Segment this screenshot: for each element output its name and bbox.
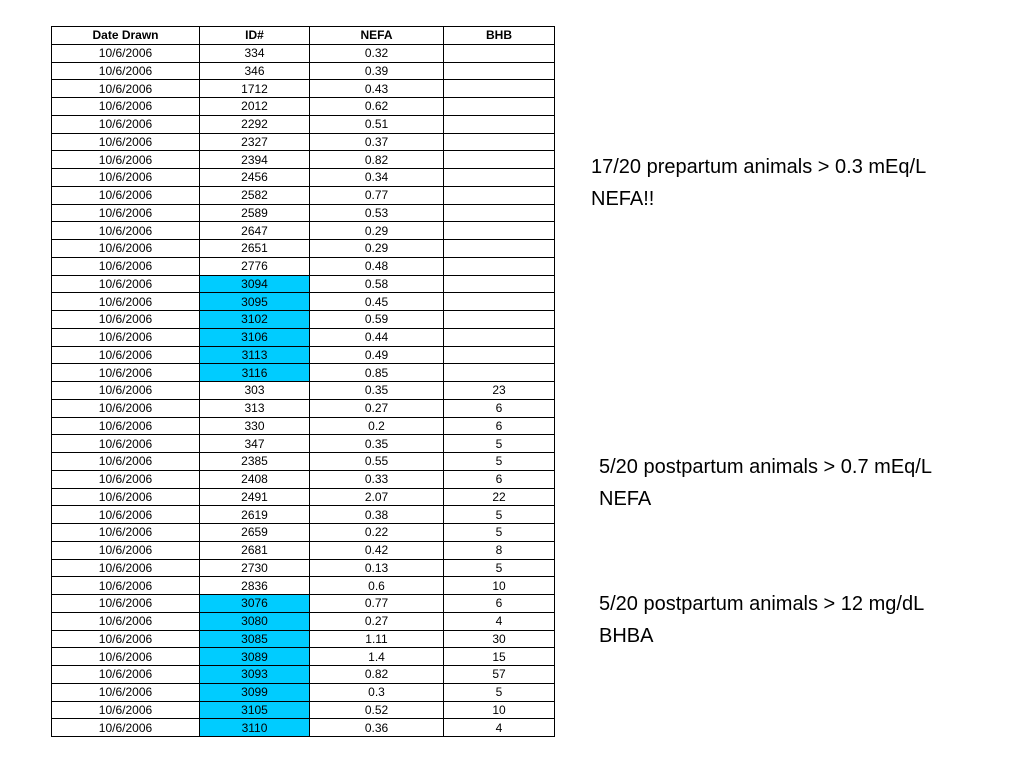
- cell-id: 2408: [200, 470, 310, 488]
- table-row: [52, 666, 555, 684]
- cell-id: 2327: [200, 133, 310, 151]
- table-row: [52, 275, 555, 293]
- cell-id: 3099: [200, 683, 310, 701]
- cell-bhb: 6: [444, 417, 555, 435]
- cell-nefa: 0.36: [310, 719, 444, 737]
- cell-id: 2681: [200, 541, 310, 559]
- cell-bhb: 23: [444, 382, 555, 400]
- table-row: [52, 453, 555, 471]
- cell-bhb: 5: [444, 453, 555, 471]
- table-row: [52, 417, 555, 435]
- cell-id: 2012: [200, 98, 310, 116]
- table-row: [52, 346, 555, 364]
- table-row: [52, 204, 555, 222]
- cell-nefa: 0.38: [310, 506, 444, 524]
- cell-nefa: 0.53: [310, 204, 444, 222]
- cell-id: 3105: [200, 701, 310, 719]
- cell-nefa: 0.22: [310, 524, 444, 542]
- cell-bhb: [444, 169, 555, 187]
- cell-id: 303: [200, 382, 310, 400]
- table-row: [52, 44, 555, 62]
- cell-id: 2394: [200, 151, 310, 169]
- cell-date: 10/6/2006: [52, 470, 200, 488]
- cell-date: 10/6/2006: [52, 541, 200, 559]
- table-row: [52, 630, 555, 648]
- cell-id: 2647: [200, 222, 310, 240]
- cell-id: 3076: [200, 595, 310, 613]
- cell-id: 2292: [200, 115, 310, 133]
- cell-date: 10/6/2006: [52, 240, 200, 258]
- cell-date: 10/6/2006: [52, 435, 200, 453]
- cell-nefa: 0.62: [310, 98, 444, 116]
- cell-nefa: 0.3: [310, 683, 444, 701]
- table-row: [52, 364, 555, 382]
- cell-bhb: 6: [444, 470, 555, 488]
- cell-id: 3093: [200, 666, 310, 684]
- cell-nefa: 0.77: [310, 595, 444, 613]
- cell-date: 10/6/2006: [52, 133, 200, 151]
- cell-nefa: 0.29: [310, 240, 444, 258]
- cell-id: 347: [200, 435, 310, 453]
- cell-bhb: 5: [444, 559, 555, 577]
- cell-date: 10/6/2006: [52, 151, 200, 169]
- cell-nefa: 0.6: [310, 577, 444, 595]
- cell-date: 10/6/2006: [52, 506, 200, 524]
- cell-date: 10/6/2006: [52, 293, 200, 311]
- cell-id: 2589: [200, 204, 310, 222]
- cell-bhb: [444, 115, 555, 133]
- cell-date: 10/6/2006: [52, 98, 200, 116]
- cell-id: 2385: [200, 453, 310, 471]
- cell-nefa: 0.82: [310, 151, 444, 169]
- cell-date: 10/6/2006: [52, 683, 200, 701]
- cell-date: 10/6/2006: [52, 346, 200, 364]
- table-row: [52, 506, 555, 524]
- cell-date: 10/6/2006: [52, 44, 200, 62]
- cell-nefa: 0.35: [310, 382, 444, 400]
- cell-date: 10/6/2006: [52, 559, 200, 577]
- cell-nefa: 0.32: [310, 44, 444, 62]
- table-row: [52, 577, 555, 595]
- cell-date: 10/6/2006: [52, 524, 200, 542]
- cell-id: 1712: [200, 80, 310, 98]
- cell-nefa: 0.42: [310, 541, 444, 559]
- cell-nefa: 0.33: [310, 470, 444, 488]
- cell-bhb: 6: [444, 595, 555, 613]
- table-row: [52, 169, 555, 187]
- cell-nefa: 0.58: [310, 275, 444, 293]
- cell-nefa: 0.44: [310, 328, 444, 346]
- cell-date: 10/6/2006: [52, 275, 200, 293]
- table-row: [52, 541, 555, 559]
- cell-date: 10/6/2006: [52, 115, 200, 133]
- table-row: [52, 328, 555, 346]
- cell-bhb: [444, 311, 555, 329]
- cell-bhb: 5: [444, 435, 555, 453]
- cell-date: 10/6/2006: [52, 488, 200, 506]
- cell-nefa: 0.39: [310, 62, 444, 80]
- cell-id: 3116: [200, 364, 310, 382]
- cell-bhb: 10: [444, 701, 555, 719]
- cell-date: 10/6/2006: [52, 612, 200, 630]
- cell-date: 10/6/2006: [52, 577, 200, 595]
- table-row: [52, 98, 555, 116]
- header-nefa: NEFA: [310, 27, 444, 45]
- cell-bhb: [444, 240, 555, 258]
- table-row: [52, 648, 555, 666]
- cell-nefa: 0.27: [310, 612, 444, 630]
- table-row: [52, 293, 555, 311]
- cell-nefa: 0.37: [310, 133, 444, 151]
- header-bhb: BHB: [444, 27, 555, 45]
- cell-nefa: 0.52: [310, 701, 444, 719]
- cell-id: 313: [200, 399, 310, 417]
- cell-date: 10/6/2006: [52, 666, 200, 684]
- cell-bhb: 4: [444, 719, 555, 737]
- table-row: [52, 311, 555, 329]
- cell-bhb: 6: [444, 399, 555, 417]
- cell-bhb: [444, 62, 555, 80]
- table-row: [52, 559, 555, 577]
- cell-date: 10/6/2006: [52, 453, 200, 471]
- table-row: [52, 80, 555, 98]
- cell-date: 10/6/2006: [52, 595, 200, 613]
- note-prepartum: 17/20 prepartum animals > 0.3 mEq/L NEFA!!: [591, 156, 926, 210]
- cell-id: 2730: [200, 559, 310, 577]
- data-table: [51, 26, 555, 737]
- note-postpartum-bhba: 5/20 postpartum animals > 12 mg/dL BHBA: [599, 593, 924, 647]
- cell-nefa: 0.59: [310, 311, 444, 329]
- cell-bhb: [444, 186, 555, 204]
- cell-nefa: 1.4: [310, 648, 444, 666]
- table-row: [52, 257, 555, 275]
- cell-id: 3094: [200, 275, 310, 293]
- cell-bhb: [444, 346, 555, 364]
- cell-bhb: [444, 257, 555, 275]
- cell-bhb: [444, 364, 555, 382]
- cell-id: 2659: [200, 524, 310, 542]
- cell-bhb: 30: [444, 630, 555, 648]
- table-row: [52, 186, 555, 204]
- cell-id: 2651: [200, 240, 310, 258]
- cell-id: 3085: [200, 630, 310, 648]
- cell-nefa: 1.11: [310, 630, 444, 648]
- cell-nefa: 0.49: [310, 346, 444, 364]
- cell-id: 2456: [200, 169, 310, 187]
- table-row: [52, 612, 555, 630]
- table-row: [52, 382, 555, 400]
- cell-nefa: 0.35: [310, 435, 444, 453]
- header-id: ID#: [200, 27, 310, 45]
- table-row: [52, 151, 555, 169]
- cell-date: 10/6/2006: [52, 630, 200, 648]
- cell-nefa: 0.34: [310, 169, 444, 187]
- cell-nefa: 0.45: [310, 293, 444, 311]
- cell-bhb: 57: [444, 666, 555, 684]
- cell-nefa: 2.07: [310, 488, 444, 506]
- cell-bhb: [444, 204, 555, 222]
- table-row: [52, 595, 555, 613]
- cell-nefa: 0.85: [310, 364, 444, 382]
- cell-id: 3110: [200, 719, 310, 737]
- cell-nefa: 0.55: [310, 453, 444, 471]
- cell-nefa: 0.43: [310, 80, 444, 98]
- cell-date: 10/6/2006: [52, 719, 200, 737]
- cell-id: 3089: [200, 648, 310, 666]
- cell-bhb: [444, 44, 555, 62]
- cell-date: 10/6/2006: [52, 186, 200, 204]
- cell-date: 10/6/2006: [52, 204, 200, 222]
- cell-bhb: 5: [444, 683, 555, 701]
- cell-id: 346: [200, 62, 310, 80]
- table-row: [52, 701, 555, 719]
- cell-bhb: 5: [444, 506, 555, 524]
- table-row: [52, 62, 555, 80]
- note-postpartum-nefa: 5/20 postpartum animals > 0.7 mEq/L NEFA: [599, 456, 932, 510]
- table-row: [52, 115, 555, 133]
- cell-date: 10/6/2006: [52, 222, 200, 240]
- cell-id: 3106: [200, 328, 310, 346]
- cell-bhb: [444, 133, 555, 151]
- cell-date: 10/6/2006: [52, 169, 200, 187]
- header-date-drawn: Date Drawn: [52, 27, 200, 45]
- table-row: [52, 683, 555, 701]
- cell-nefa: 0.13: [310, 559, 444, 577]
- cell-date: 10/6/2006: [52, 62, 200, 80]
- cell-bhb: [444, 275, 555, 293]
- cell-id: 2582: [200, 186, 310, 204]
- cell-date: 10/6/2006: [52, 328, 200, 346]
- cell-id: 2491: [200, 488, 310, 506]
- cell-bhb: [444, 151, 555, 169]
- cell-bhb: [444, 80, 555, 98]
- cell-id: 3095: [200, 293, 310, 311]
- cell-bhb: [444, 328, 555, 346]
- cell-date: 10/6/2006: [52, 311, 200, 329]
- cell-bhb: 22: [444, 488, 555, 506]
- cell-date: 10/6/2006: [52, 257, 200, 275]
- table-row: [52, 524, 555, 542]
- cell-bhb: 4: [444, 612, 555, 630]
- cell-nefa: 0.48: [310, 257, 444, 275]
- table-row: [52, 719, 555, 737]
- cell-date: 10/6/2006: [52, 399, 200, 417]
- table-body: [52, 44, 555, 736]
- cell-date: 10/6/2006: [52, 648, 200, 666]
- cell-id: 3113: [200, 346, 310, 364]
- table-row: [52, 222, 555, 240]
- cell-date: 10/6/2006: [52, 417, 200, 435]
- cell-bhb: 5: [444, 524, 555, 542]
- table-row: [52, 240, 555, 258]
- cell-id: 334: [200, 44, 310, 62]
- cell-bhb: 15: [444, 648, 555, 666]
- cell-id: 3080: [200, 612, 310, 630]
- cell-bhb: [444, 293, 555, 311]
- cell-date: 10/6/2006: [52, 364, 200, 382]
- cell-date: 10/6/2006: [52, 701, 200, 719]
- cell-bhb: 10: [444, 577, 555, 595]
- cell-bhb: [444, 98, 555, 116]
- table-row: [52, 488, 555, 506]
- cell-nefa: 0.29: [310, 222, 444, 240]
- cell-nefa: 0.77: [310, 186, 444, 204]
- table-header-row: [52, 27, 555, 45]
- table-row: [52, 470, 555, 488]
- cell-id: 2776: [200, 257, 310, 275]
- cell-date: 10/6/2006: [52, 382, 200, 400]
- table-row: [52, 133, 555, 151]
- cell-date: 10/6/2006: [52, 80, 200, 98]
- cell-id: 2619: [200, 506, 310, 524]
- cell-nefa: 0.51: [310, 115, 444, 133]
- cell-nefa: 0.27: [310, 399, 444, 417]
- cell-nefa: 0.2: [310, 417, 444, 435]
- cell-nefa: 0.82: [310, 666, 444, 684]
- table-row: [52, 399, 555, 417]
- cell-id: 3102: [200, 311, 310, 329]
- cell-bhb: 8: [444, 541, 555, 559]
- table-row: [52, 435, 555, 453]
- cell-id: 330: [200, 417, 310, 435]
- cell-bhb: [444, 222, 555, 240]
- cell-id: 2836: [200, 577, 310, 595]
